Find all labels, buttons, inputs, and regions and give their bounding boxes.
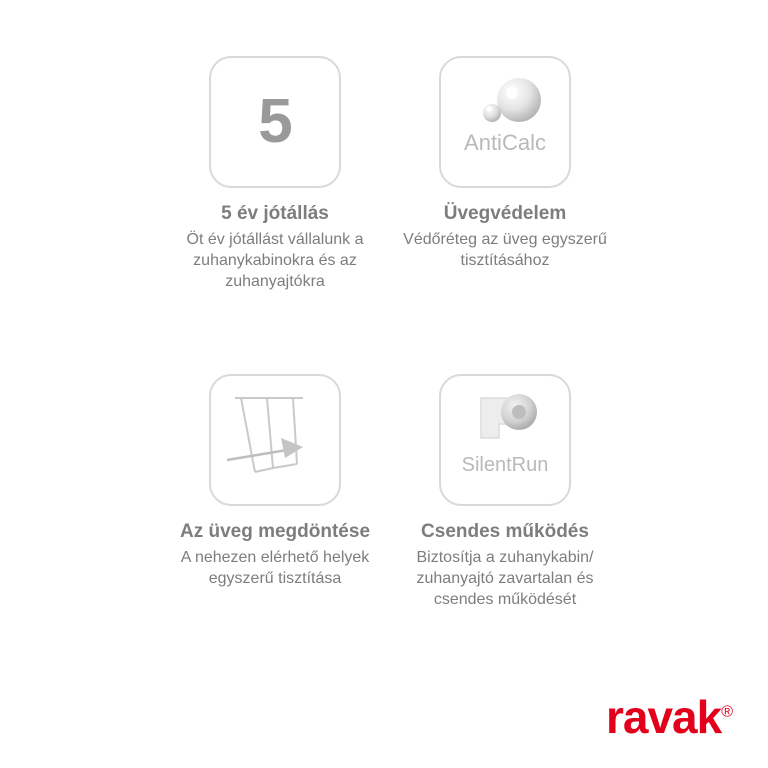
feature-title-tilting-glass: Az üveg megdöntése	[179, 521, 371, 543]
ravak-logo-text: ravak	[605, 691, 722, 743]
feature-desc-warranty: Öt év jótállást vállalunk a zuhanykabinokra és az zuhanyajtókra	[186, 230, 364, 290]
feature-title-warranty: 5 év jótállás	[221, 203, 329, 224]
feature-tilting-glass	[160, 374, 390, 589]
feature-row-top	[160, 56, 620, 292]
anticalc-droplet-graphic	[441, 58, 569, 186]
feature-five-year-warranty	[160, 56, 390, 292]
five-years-badge-icon	[209, 56, 341, 188]
silentrun-icon-inner	[441, 376, 569, 504]
silentrun-label: SilentRun	[461, 454, 549, 477]
ravak-trademark: ®	[721, 703, 732, 721]
feature-grid	[160, 56, 620, 610]
feature-desc-tilting-glass: A nehezen elérhető helyek egyszerű tisztítása	[180, 548, 370, 587]
five-years-icon-inner	[211, 58, 339, 186]
anticalc-label: AntiCalc	[464, 130, 546, 155]
feature-desc-silent-run: Biztosítja a zuhanykabin/ zuhanyajtó zavartalan és csendes működését	[416, 548, 594, 609]
feature-row-bottom	[160, 374, 620, 610]
feature-desc-glass-protection: Védőréteg az üveg egyszerű tisztításához	[403, 230, 607, 269]
tilting-glass-icon	[209, 374, 341, 506]
feature-title-glass-protection: Üvegvédelem	[443, 203, 567, 224]
ravak-logo	[605, 691, 732, 743]
tilting-glass-graphic	[211, 376, 339, 504]
feature-glass-protection	[390, 56, 620, 271]
tilting-glass-icon-inner	[211, 376, 339, 504]
anticalc-icon-inner	[441, 58, 569, 186]
silentrun-roller-icon	[439, 374, 571, 506]
five-years-number: 5	[258, 87, 292, 156]
feature-title-silent-run: Csendes működés	[421, 521, 589, 543]
feature-silent-run	[390, 374, 620, 610]
silentrun-roller-graphic	[441, 376, 569, 504]
anticalc-droplet-icon	[439, 56, 571, 188]
